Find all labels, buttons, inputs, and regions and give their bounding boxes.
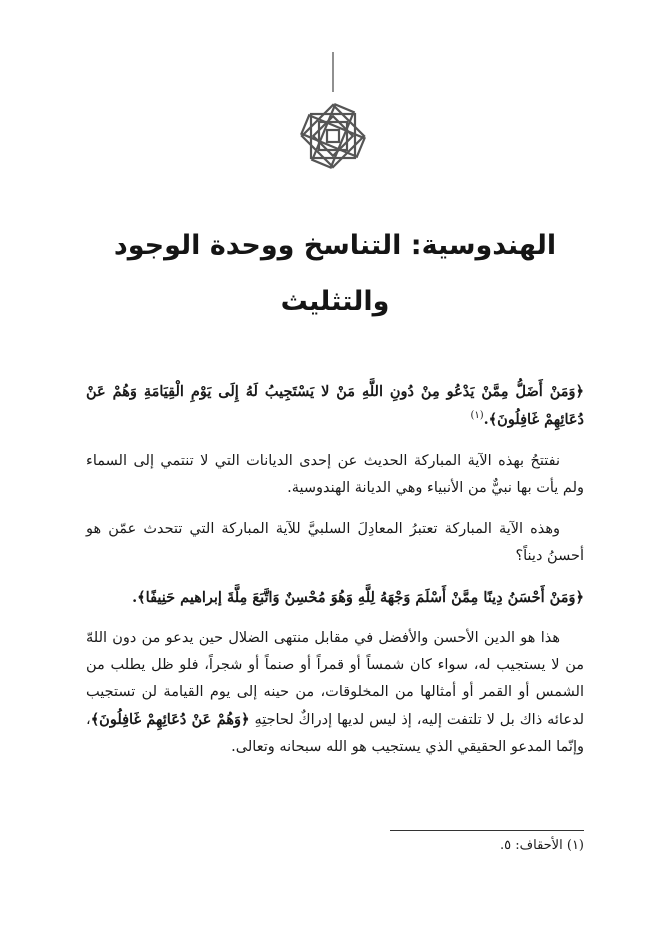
footnote-separator — [390, 830, 584, 831]
body-text — [86, 378, 584, 775]
interlaced-star-ornament-icon — [291, 52, 375, 178]
quran-verse-inline: ﴿وَهُمْ عَنْ دُعَائِهِمْ غَافِلُونَ﴾ — [90, 711, 250, 728]
paragraph: وهذه الآية المباركة تعتبرُ المعادِلَ السلبيَّ للآية المباركة التي تتحدث عمّن هو أحسنُ ديناً؟ — [86, 521, 584, 564]
footnote-text: الأحقاف: ٥. — [500, 838, 563, 853]
paragraph: نفتتحُ بهذه الآية المباركة الحديث عن إحدى الديانات التي لا تنتمي إلى السماء ولم يأت بها نبيٌّ من الأنبياء وهي الديانة الهندوسية. — [86, 453, 584, 496]
verse-paragraph — [86, 378, 584, 434]
quran-verse: ﴿وَمَنْ أَضَلُّ مِمَّنْ يَدْعُو مِنْ دُونِ اللَّهِ مَنْ لا يَسْتَجِيبُ لَهُ إِلَى يَوْمِ الْقِيَامَةِ وَهُمْ عَنْ دُعَائِهِمْ غَافِلُونَ﴾. — [86, 383, 584, 428]
paragraph-text-end: ، وإنّما المدعو الحقيقي الذي يستجيب هو الله سبحانه وتعالى. — [86, 712, 584, 755]
footnote — [86, 836, 584, 856]
chapter-title: الهندوسية: التناسخ ووحدة الوجود والتثليث — [113, 230, 557, 317]
paragraph — [86, 625, 584, 761]
quran-verse: ﴿وَمَنْ أَحْسَنُ دِينًا مِمَّنْ أَسْلَمَ وَجْهَهُ لِلَّهِ وَهُوَ مُحْسِنٌ وَاتَّبَعَ مِلَّةَ إبراهيم حَنِيفًا﴾. — [132, 589, 584, 606]
paragraph-text: هذا هو الدين الأحسن والأفضل في مقابل منتهى الضلال حين يدعو من دون اللهّ من لا يستجيب له، سواء كان شمساً أو قمراً أو صنماً أو شجراً، فلو ظل يطلب من الشمس أو القمر أو أمثالها من المخلوقات، من حينه إلى يوم القيامة لن تستجيب لدعائه ذاك بل لا تلتفت إليه، إذ ليس لديها إدراكٌ لحاجتِهِ — [86, 630, 584, 728]
footnote-reference[interactable]: (١) — [470, 410, 484, 422]
footnote-marker: (١) — [566, 838, 584, 853]
